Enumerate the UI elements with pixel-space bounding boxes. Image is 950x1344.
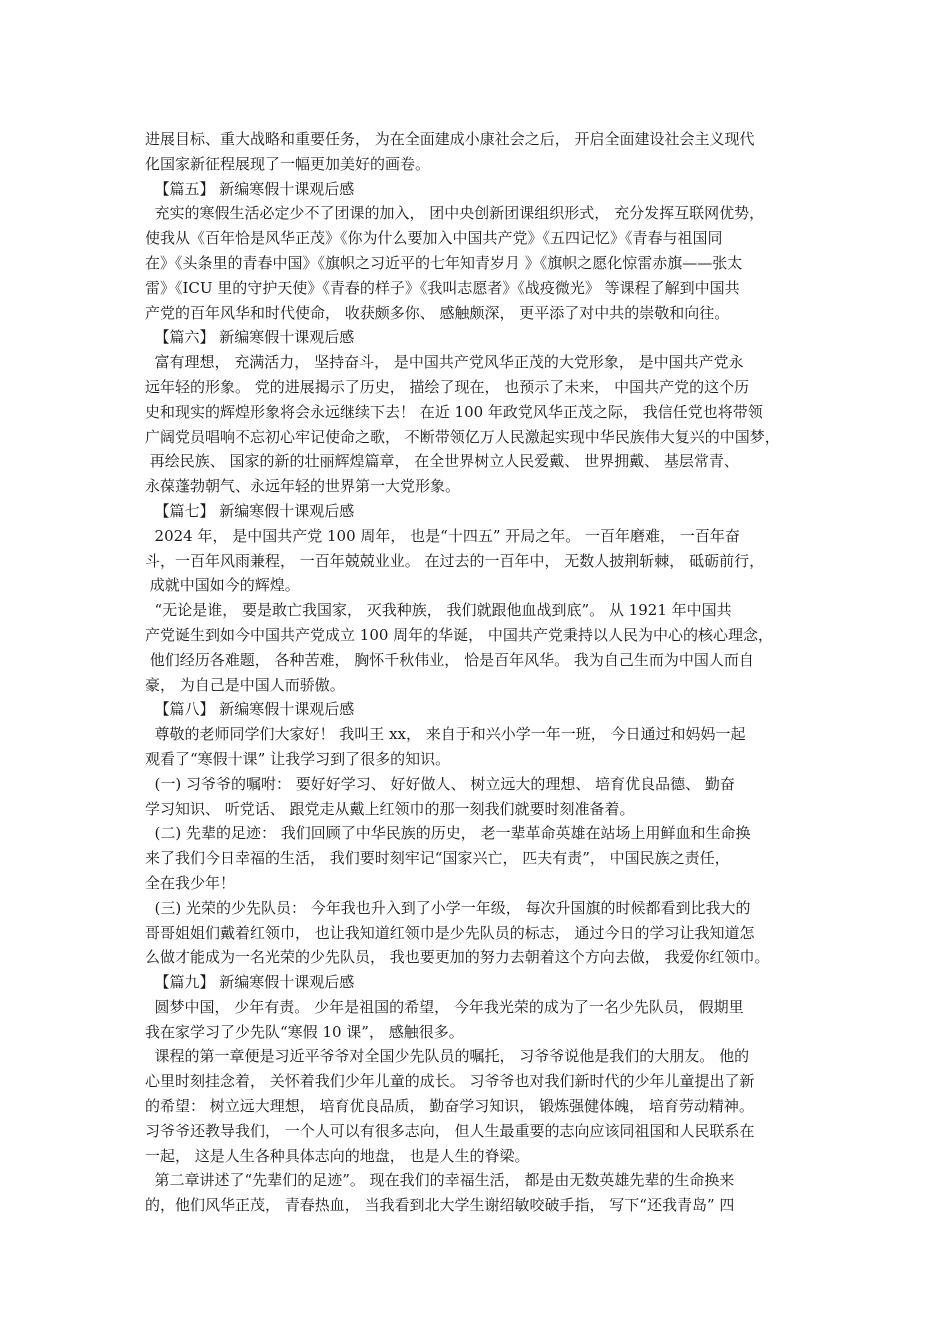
text-line: 课程的第一章便是习近平爷爷对全国少先队员的嘱托， 习爷爷说他是我们的大朋友。 他的 — [145, 1047, 750, 1066]
text-line: 一起， 这是人生各种具体志向的地盘， 也是人生的脊梁。 — [145, 1146, 530, 1165]
text-line: (一) 习爷爷的嘱咐： 要好好学习、 好好做人、 树立远大的理想、 培育优良品德、 勤奋 — [145, 774, 735, 793]
text-line: 全在我少年！ — [145, 873, 236, 892]
text-line: 豪， 为自己是中国人而骄傲。 — [145, 675, 345, 694]
text-line: 斗，一百年风雨兼程， 一百年兢兢业业。 在过去的一百年中， 无数人披荆斩棘， 砥砺前行， — [145, 551, 765, 570]
text-line: 在》《头条里的青春中国》《旗帜之习近平的七年知青岁月 》《旗帜之愿化惊雷赤旗——张太 — [145, 253, 743, 272]
text-line: 史和现实的辉煌形象将会永远继续下去！ 在近 100 年政党风华正茂之际， 我信任党也将带领 — [145, 402, 763, 421]
text-line: 富有理想， 充满活力， 坚持奋斗， 是中国共产党风华正茂的大党形象， 是中国共产党永 — [145, 353, 744, 372]
text-line: 么做才能成为一名光荣的少先队员， 我也要更加的努力去朝着这个方向去做， 我爱你红领巾。 — [145, 948, 770, 967]
text-line: 圆梦中国， 少年有责。 少年是祖国的希望， 今年我光荣的成为了一名少先队员， 假期里 — [145, 997, 744, 1016]
text-line: 充实的寒假生活必定少不了团课的加入， 团中央创新团课组织形式， 充分发挥互联网优势， — [145, 204, 765, 223]
text-line: 习爷爷还教导我们， 一个人可以有很多志向， 但人生最重要的志向应该同祖国和人民联系在 — [145, 1121, 755, 1140]
text-line: 【篇五】 新编寒假十课观后感 — [145, 179, 355, 198]
text-line: 我在家学习了少先队“寒假 10 课”， 感触很多。 — [145, 1022, 464, 1041]
text-line: 产党的百年风华和时代使命， 收获颇多你、 感触颇深， 更平添了对中共的崇敬和向往。 — [145, 303, 730, 322]
text-line: 的希望： 树立远大理想， 培育优良品质， 勤奋学习知识， 锻炼强健体魄， 培育劳动精神。 — [145, 1097, 754, 1116]
text-line: 心里时刻挂念着， 关怀着我们少年儿童的成长。 习爷爷也对我们新时代的少年儿童提出了新 — [145, 1072, 755, 1091]
text-line: 来了我们今日幸福的生活， 我们要时刻牢记“国家兴亡， 匹夫有责”， 中国民族之责任， — [145, 849, 730, 868]
text-line: 再绘民族、 国家的新的壮丽辉煌篇章， 在全世界树立人民爱戴、 世界拥戴、 基层常青、 — [145, 452, 739, 471]
text-line: 学习知识、 听党话、 跟党走从戴上红领巾的那一刻我们就要时刻准备着。 — [145, 799, 635, 818]
text-line: 第二章讲述了“先辈们的足迹”。 现在我们的幸福生活， 都是由无数英雄先辈的生命换来 — [145, 1171, 735, 1190]
text-line: 【篇九】 新编寒假十课观后感 — [145, 973, 355, 992]
text-line: 使我从《百年恰是风华正茂》《你为什么要加入中国共产党》《五四记忆》《青春与祖国同 — [145, 229, 723, 248]
text-line: 远年轻的形象。 党的进展揭示了历史， 描绘了现在， 也预示了未来， 中国共产党的这个历 — [145, 377, 750, 396]
text-line: (二) 先辈的足迹： 我们回顾了中华民族的历史， 老一辈革命英雄在站场上用鲜血和生命换 — [145, 824, 751, 843]
text-line: 化国家新征程展现了一幅更加美好的画卷。 — [145, 154, 431, 173]
document-body — [145, 127, 817, 1218]
text-line: 他们经历各难题， 各种苦难， 胸怀千秋伟业， 恰是百年风华。 我为自己生而为中国人而自 — [145, 650, 754, 669]
text-line: 哥哥姐姐们戴着红领巾， 也让我知道红领巾是少先队员的标志， 通过今日的学习让我知道怎 — [145, 923, 755, 942]
text-line: 尊敬的老师同学们大家好！ 我叫王 xx， 来自于和兴小学一年一班， 今日通过和妈妈一起 — [145, 725, 746, 744]
text-line: 进展目标、重大战略和重要任务， 为在全面建成小康社会之后， 开启全面建设社会主义现代 — [145, 130, 755, 148]
text-line: 2024 年， 是中国共产党 100 周年， 也是“十四五” 开局之年。 一百年磨难， 一百年奋 — [145, 526, 740, 545]
text-line: (三) 光荣的少先队员： 今年我也升入到了小学一年级， 每次升国旗的时候都看到比我大的 — [145, 898, 751, 917]
text-line: 广阔党员唱响不忘初心牢记使命之歌， 不断带领亿万人民激起实现中华民族伟大复兴的中国梦， — [145, 427, 780, 446]
text-line: 永葆蓬勃朝气、永远年轻的世界第一大党形象。 — [145, 477, 461, 496]
text-line: 【篇七】 新编寒假十课观后感 — [145, 501, 355, 520]
text-line: 【篇六】 新编寒假十课观后感 — [145, 328, 355, 347]
text-line: 产党诞生到如今中国共产党成立 100 周年的华诞， 中国共产党秉持以人民为中心的核心理念， — [145, 625, 773, 644]
text-line: 【篇八】 新编寒假十课观后感 — [145, 700, 355, 719]
text-line: 观看了“寒假十课” 让我学习到了很多的知识。 — [145, 749, 451, 768]
text-line: 的，他们风华正茂， 青春热血， 当我看到北大学生谢绍敏咬破手指， 写下“还我青岛” 四 — [145, 1196, 735, 1215]
text-line: “无论是谁， 要是敢亡我国家， 灭我种族， 我们就跟他血战到底”。 从 1921 年中国共 — [145, 601, 732, 620]
text-line: 成就中国如今的辉煌。 — [145, 576, 300, 595]
text-line: 雷》《ICU 里的守护天使》《青春的样子》《我叫志愿者》《战疫微光》 等课程了解到中国共 — [145, 278, 740, 297]
